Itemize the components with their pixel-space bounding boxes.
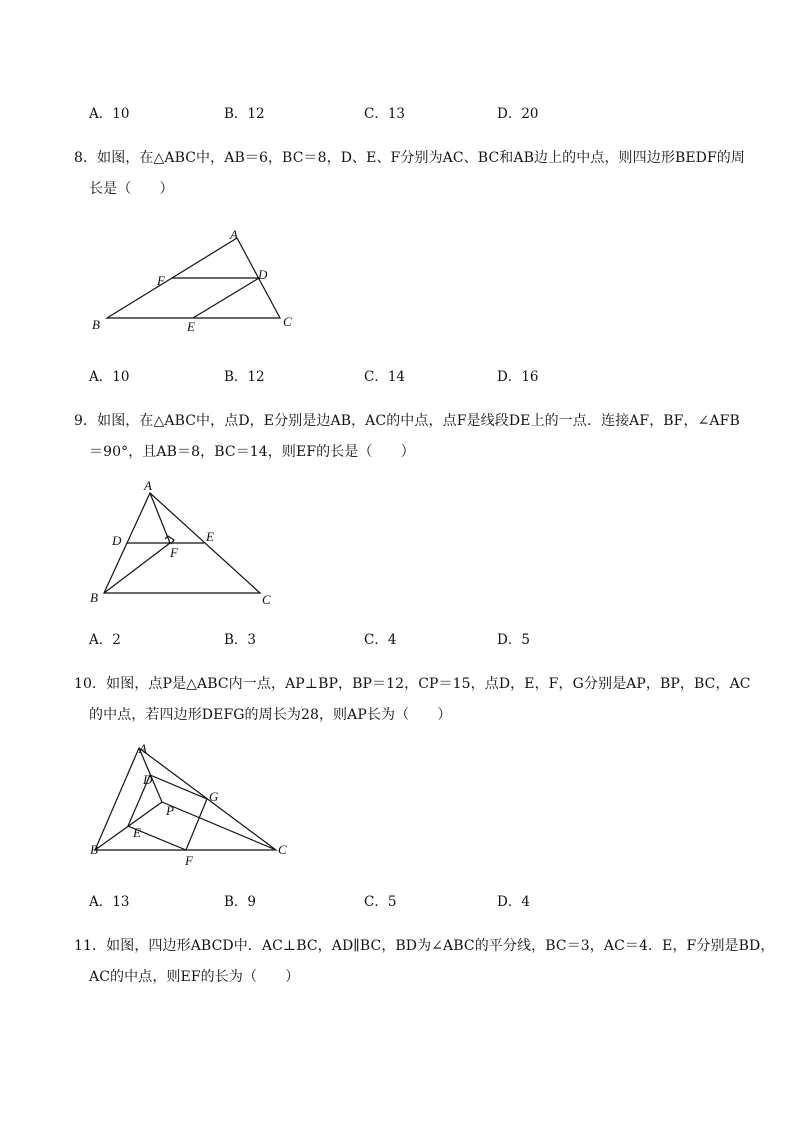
q8-label-f: F <box>157 273 165 288</box>
q9-label-c: C <box>262 592 271 607</box>
q9-option-d: D．5 <box>497 632 530 648</box>
q8-label-d: D <box>258 267 268 282</box>
q8-option-b: B．12 <box>224 369 265 385</box>
q8-segment-de <box>193 278 259 318</box>
q9-label-a: A <box>144 478 152 493</box>
q7-option-d: D．20 <box>497 106 539 122</box>
q9-label-b: B <box>90 590 98 605</box>
q10-label-f: F <box>185 853 193 868</box>
q9-label-d: D <box>112 533 122 548</box>
q7-option-c: C．13 <box>364 106 406 122</box>
q10-label-p: P <box>166 803 174 818</box>
q9-segment-af <box>150 493 170 543</box>
q10-figure <box>80 740 310 870</box>
q10-option-d: D．4 <box>497 894 530 910</box>
q8-figure <box>80 222 320 342</box>
q8-text-line2: 长是（ ） <box>89 181 174 197</box>
q9-option-c: C．4 <box>364 632 397 648</box>
q10-label-b: B <box>90 842 98 857</box>
q10-label-d: D <box>143 772 153 787</box>
q10-label-g: G <box>209 789 219 804</box>
q10-option-a: A．13 <box>89 894 130 910</box>
q10-text-line2: 的中点，若四边形DEFG的周长为28，则AP长为（ ） <box>89 707 452 723</box>
q7-option-a: A．10 <box>89 106 130 122</box>
q9-segment-bf <box>104 543 170 593</box>
q8-option-d: D．16 <box>497 369 539 385</box>
q9-option-a: A．2 <box>89 632 121 648</box>
q8-option-a: A．10 <box>89 369 130 385</box>
q11-text-line1: 11．如图，四边形ABCD中．AC⊥BC，AD∥BC，BD为∠ABC的平分线，BC＝3，AC＝4．E，F分别是BD， <box>74 938 775 954</box>
q10-label-c: C <box>278 842 287 857</box>
q7-option-b: B．12 <box>224 106 265 122</box>
q9-figure <box>80 478 300 613</box>
q10-segment-cp <box>162 802 276 850</box>
q10-label-e: E <box>133 825 141 840</box>
q9-text-line1: 9．如图，在△ABC中，点D，E分别是边AB，AC的中点，点F是线段DE上的一点．连接AF，BF，∠AFB <box>74 413 740 429</box>
q8-label-a: A <box>230 227 238 242</box>
q8-label-e: E <box>187 319 195 334</box>
q9-label-e: E <box>206 529 214 544</box>
q9-label-f: F <box>170 545 178 560</box>
q8-text-line1: 8．如图，在△ABC中，AB＝6，BC＝8，D、E、F分别为AC、BC和AB边上的中点，则四边形BEDF的周 <box>74 150 745 166</box>
q9-text-line2: ＝90°，且AB＝8，BC＝14，则EF的长是（ ） <box>89 444 415 460</box>
q8-label-c: C <box>283 314 292 329</box>
q8-option-c: C．14 <box>364 369 406 385</box>
q8-label-b: B <box>92 317 100 332</box>
q10-triangle-abc <box>95 748 276 850</box>
q10-label-a: A <box>139 741 147 756</box>
q10-option-b: B．9 <box>224 894 257 910</box>
q10-option-c: C．5 <box>364 894 397 910</box>
q10-text-line1: 10．如图，点P是△ABC内一点，AP⊥BP，BP＝12，CP＝15，点D，E，F，G分别是AP，BP，BC，AC <box>74 676 751 692</box>
q11-text-line2: AC的中点，则EF的长为（ ） <box>89 969 300 985</box>
q9-option-b: B．3 <box>224 632 257 648</box>
